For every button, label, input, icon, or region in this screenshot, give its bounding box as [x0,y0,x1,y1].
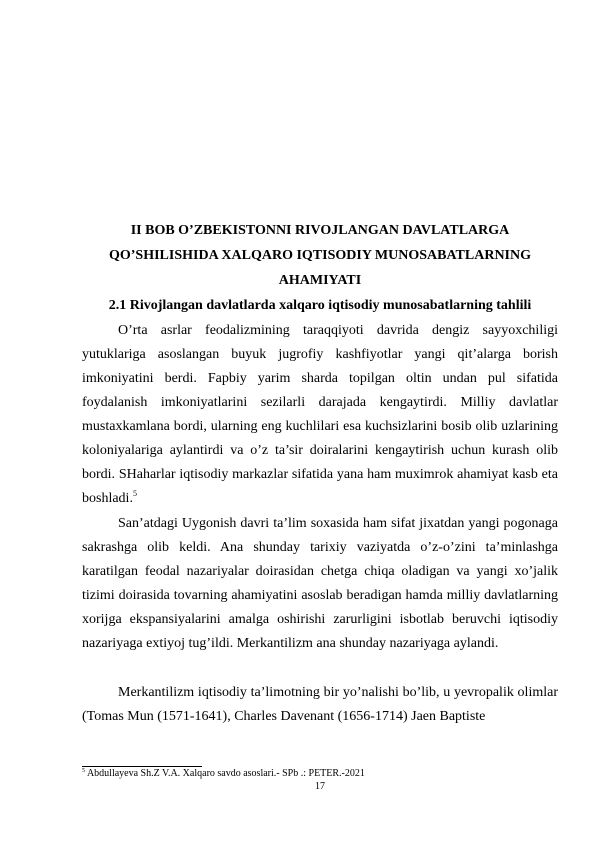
footnote-text: Abdullayeva Sh.Z V.A. Xalqaro savdo asoslari.- SPb .: PETER.-2021 [85,768,365,779]
footnote-reference: 5 [132,489,137,498]
chapter-title-line-1: II BOB O’ZBEKISTONNI RIVOJLANGAN DAVLATLARGA [130,223,510,238]
footnote-number: 5 [82,768,85,774]
paragraph-1-text: O’rta asrlar feodalizmining taraqqiyoti davrida dengiz sayyoxchiligi yutuklariga asoslangan buyuk jugrofiy kashfiyotlar yangi qit’alarga borish imkoniyatini berdi. Fapbiy yarim sharda topilgan oltin undan pul sifatida foydalanish imkoniyatlarini sezilarli darajada kengaytirdi. Milliy davlatlar mustaxkamlana bordi, ularning eng kuchlilari esa kuchsizlarini bosib olib uzlarining koloniyalariga aylantirdi va o’z ta’sir doiralarini kengaytirish uchun kurash olib bordi. SHaharlar iqtisodiy markazlar sifatida yana ham muximrok ahamiyat kasb eta boshladi. [82,323,558,506]
footnote [82,768,365,780]
paragraph-3: Merkantilizm iqtisodiy ta’limotning bir yo’nalishi bo’lib, u yevropalik olimlar (Tomas Mun (1571-1641), Charles Davenant (1656-1714) Jaen Baptiste [82,685,558,724]
paragraph-1 [82,319,558,511]
chapter-title-line-2: QO’SHILISHIDA XALQARO IQTISODIY MUNOSABATLARNING [108,248,532,263]
section-title: 2.1 Rivojlangan davlatlarda xalqaro iqtisodiy munosabatlarning tahlili [108,298,532,313]
footnote-divider [82,766,202,767]
paragraph-2: San’atdagi Uygonish davri ta’lim soxasida ham sifat jixatdan yangi pogonaga sakrashga olib keldi. Ana shunday tarixiy vaziyatda o’z-o’zini ta’minlashga karatilgan feodal nazariyalar doirasidan chetga chiqa oladigan va yangi xo’jalik tizimi doirasida tovarning ahamiyatini asoslab beradigan hamda milliy davlatlarning xorijga ekspansiyalarini amalga oshirishi zarurligini isbotlab beruvchi iqtisodiy nazariyaga extiyoj tug’ildi. Merkantilizm ana shunday nazariyaga aylandi. [82,516,558,651]
chapter-title-line-3: AHAMIYATI [278,273,362,288]
page-number: 17 [315,781,325,792]
